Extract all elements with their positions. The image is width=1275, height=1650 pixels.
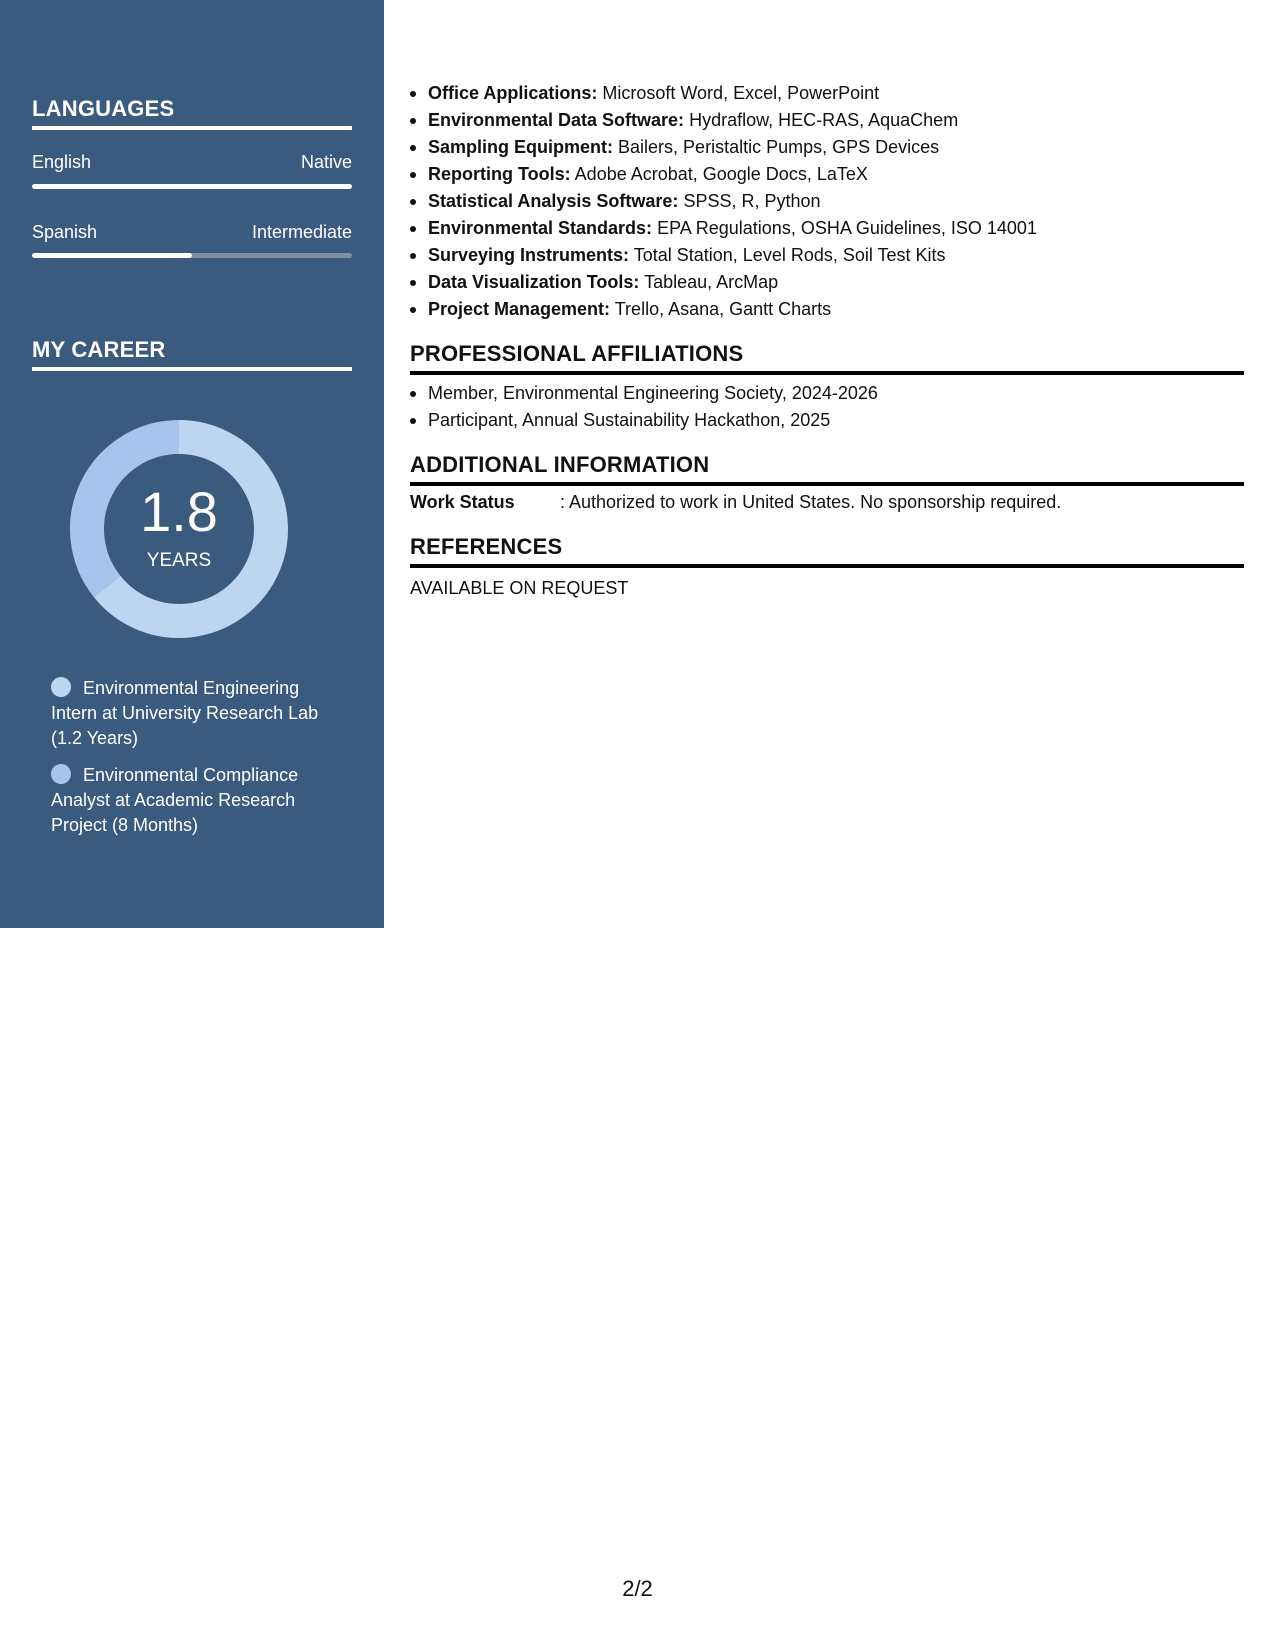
- page-number: 2/2: [622, 1576, 653, 1601]
- career-legend-item: [51, 676, 341, 751]
- affiliation-item: [410, 380, 1250, 407]
- language-level: Native: [300, 152, 352, 172]
- career-heading-rule: [32, 367, 352, 371]
- bullet: [410, 307, 416, 313]
- career-total-value: 1.8: [140, 480, 218, 543]
- skills-list: [410, 80, 1250, 323]
- skill-value: SPSS, R, Python: [683, 191, 821, 211]
- career-legend-item: [51, 763, 341, 838]
- work-status-label: Work Status: [410, 492, 515, 512]
- affiliation-text: Member, Environmental Engineering Society, 2024-2026: [428, 383, 878, 403]
- bullet: [410, 199, 416, 205]
- skill-label: Environmental Standards:: [428, 218, 653, 238]
- additional-info-heading: ADDITIONAL INFORMATION: [410, 452, 710, 477]
- skill-label: Sampling Equipment:: [428, 137, 614, 157]
- career-heading: MY CAREER: [32, 337, 166, 362]
- references-heading-rule: [410, 564, 1244, 568]
- affiliations-heading: PROFESSIONAL AFFILIATIONS: [410, 341, 744, 366]
- language-row-english: [32, 152, 352, 173]
- skill-value: Adobe Acrobat, Google Docs, LaTeX: [574, 164, 868, 184]
- skill-label: Reporting Tools:: [428, 164, 571, 184]
- skill-item: [410, 242, 1250, 269]
- bullet: [410, 145, 416, 151]
- skill-value: Total Station, Level Rods, Soil Test Kits: [633, 245, 946, 265]
- language-level: Intermediate: [251, 222, 352, 242]
- bullet: [410, 253, 416, 259]
- references-heading: REFERENCES: [410, 534, 563, 559]
- language-name: English: [32, 152, 92, 172]
- bullet: [410, 418, 416, 424]
- references-text: AVAILABLE ON REQUEST: [410, 578, 629, 598]
- language-bar-fill: [32, 184, 352, 189]
- skill-item: [410, 80, 1250, 107]
- skill-label: Project Management:: [428, 299, 611, 319]
- skill-value: Hydraflow, HEC-RAS, AquaChem: [689, 110, 959, 130]
- affiliation-item: [410, 407, 1250, 434]
- language-bar-spanish: [32, 253, 352, 258]
- skill-item: [410, 107, 1250, 134]
- skill-label: Statistical Analysis Software:: [428, 191, 679, 211]
- skill-item: [410, 296, 1250, 323]
- affiliation-text: Participant, Annual Sustainability Hackathon, 2025: [428, 410, 831, 430]
- career-legend-dot: [51, 764, 71, 784]
- skill-value: EPA Regulations, OSHA Guidelines, ISO 14001: [657, 218, 1037, 238]
- skill-label: Data Visualization Tools:: [428, 272, 640, 292]
- skill-item: [410, 269, 1250, 296]
- bullet: [410, 280, 416, 286]
- languages-heading: LANGUAGES: [32, 96, 175, 121]
- bullet: [410, 391, 416, 397]
- career-legend-text: Environmental Compliance Analyst at Academic Research Project (8 Months): [51, 765, 299, 835]
- language-bar-english: [32, 184, 352, 189]
- skill-label: Surveying Instruments:: [428, 245, 630, 265]
- skill-item: [410, 134, 1250, 161]
- bullet: [410, 118, 416, 124]
- language-row-spanish: [32, 222, 352, 243]
- career-total-unit: YEARS: [146, 550, 212, 571]
- work-status-value: : Authorized to work in United States. No sponsorship required.: [560, 492, 1062, 512]
- skill-value: Bailers, Peristaltic Pumps, GPS Devices: [618, 137, 940, 157]
- bullet: [410, 226, 416, 232]
- language-bar-fill: [32, 253, 192, 258]
- work-status-row: [410, 492, 1250, 513]
- skill-item: [410, 215, 1250, 242]
- skill-label: Environmental Data Software:: [428, 110, 685, 130]
- skill-item: [410, 161, 1250, 188]
- bullet: [410, 91, 416, 97]
- career-legend-dot: [51, 677, 71, 697]
- career-legend-text: Environmental Engineering Intern at University Research Lab (1.2 Years): [51, 678, 319, 748]
- skill-value: Trello, Asana, Gantt Charts: [614, 299, 832, 319]
- languages-heading-rule: [32, 126, 352, 130]
- skill-item: [410, 188, 1250, 215]
- skill-label: Office Applications:: [428, 83, 598, 103]
- skill-value: Tableau, ArcMap: [644, 272, 779, 292]
- affiliations-heading-rule: [410, 371, 1244, 375]
- skill-value: Microsoft Word, Excel, PowerPoint: [602, 83, 880, 103]
- sidebar: [0, 0, 384, 928]
- language-name: Spanish: [32, 222, 98, 242]
- affiliations-list: [410, 380, 1250, 434]
- bullet: [410, 172, 416, 178]
- additional-info-heading-rule: [410, 482, 1244, 486]
